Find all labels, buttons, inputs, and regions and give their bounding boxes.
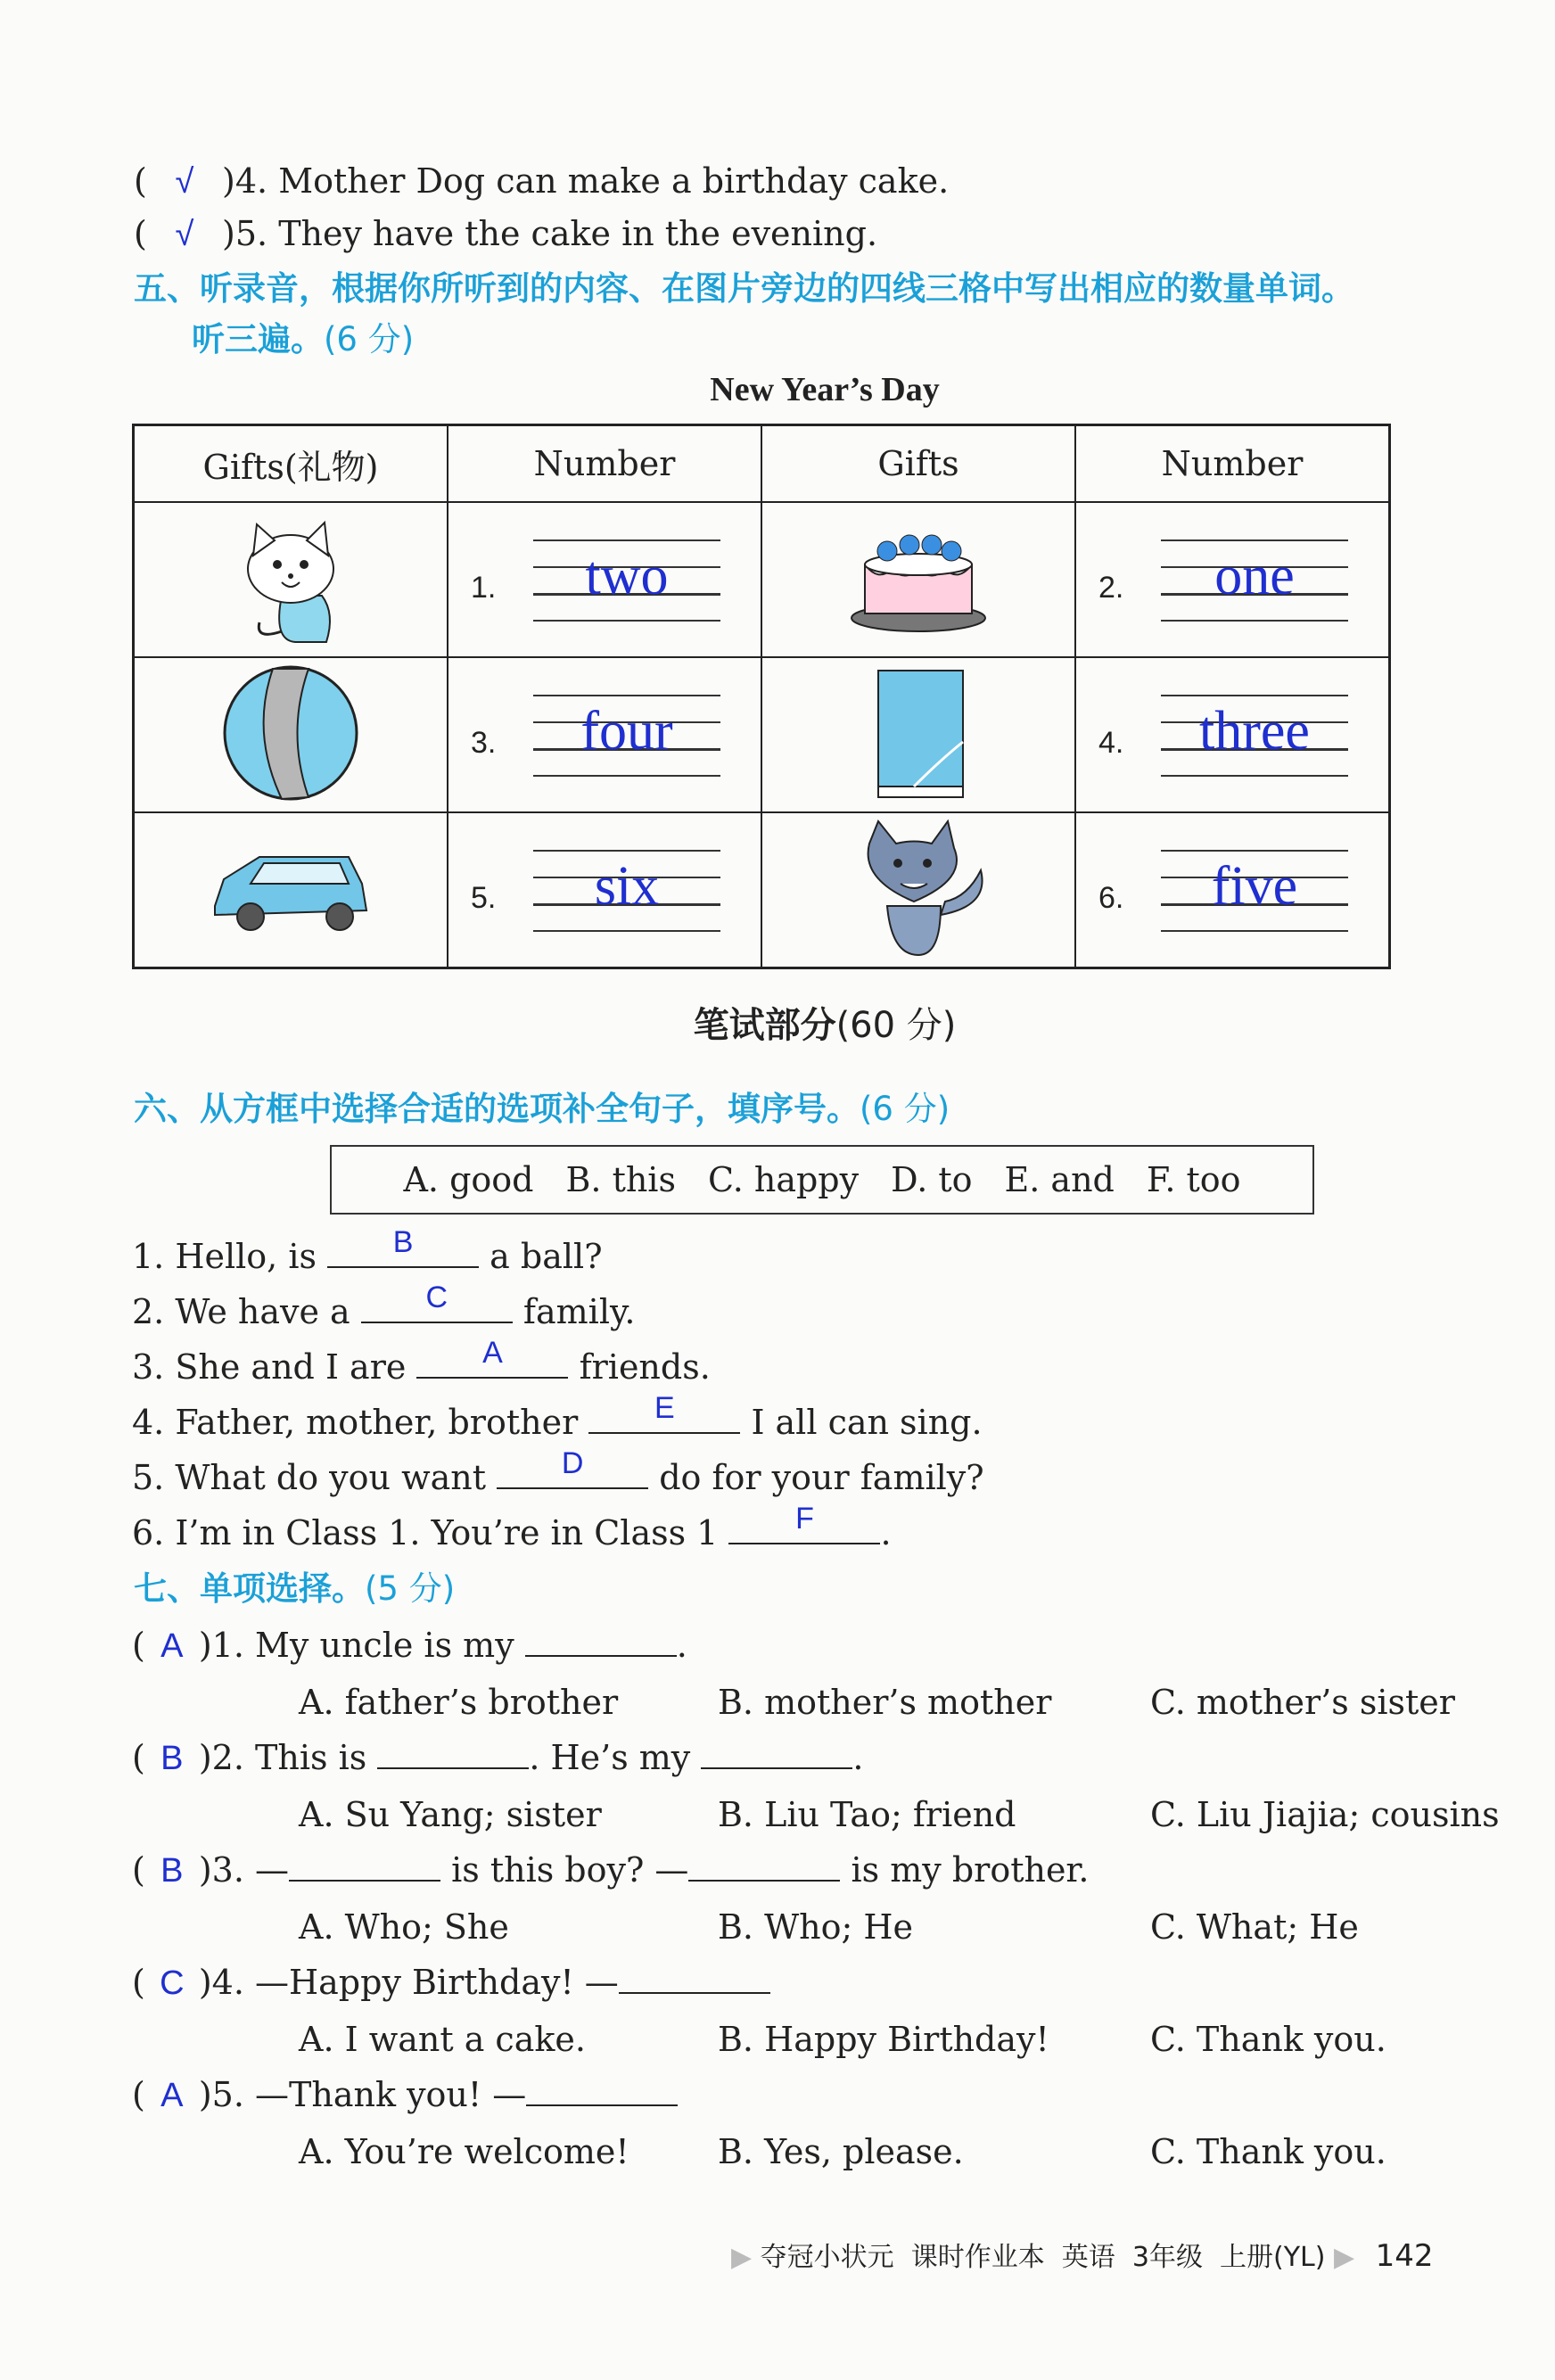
table-row bbox=[134, 657, 1390, 812]
page-number: 142 bbox=[1375, 2238, 1434, 2274]
footer-arrow-icon: ▶ bbox=[1334, 2242, 1355, 2273]
four-line-grid bbox=[1098, 677, 1366, 793]
four-line-grid bbox=[471, 677, 738, 793]
mc-item-3: ( B )3. — is this boy? — is my brother. bbox=[132, 1850, 1090, 1890]
tf-item-4 bbox=[134, 161, 950, 201]
section6-heading bbox=[134, 1090, 950, 1128]
answer-word: five bbox=[1211, 856, 1298, 917]
item-text-after: . bbox=[880, 1513, 892, 1552]
item-number: 4. bbox=[234, 161, 268, 201]
fill-item-2 bbox=[132, 1281, 636, 1331]
answer-blank[interactable] bbox=[588, 1391, 740, 1434]
number-cell bbox=[448, 502, 761, 657]
answer-blank[interactable] bbox=[525, 1628, 677, 1657]
answer-letter: D bbox=[561, 1446, 584, 1480]
choice-b: B. this bbox=[565, 1160, 676, 1199]
gift-cell bbox=[134, 812, 448, 968]
gift-cell bbox=[761, 657, 1075, 812]
item-text-after: I all can sing. bbox=[751, 1403, 983, 1442]
option-c[interactable]: C. mother’s sister bbox=[1150, 1683, 1455, 1722]
item-number: 2. bbox=[1098, 571, 1124, 605]
option-a[interactable]: A. Su Yang; sister bbox=[299, 1795, 602, 1834]
answer-blank[interactable] bbox=[416, 1336, 568, 1379]
option-a[interactable]: A. You’re welcome! bbox=[299, 2132, 629, 2171]
choice-c: C. happy bbox=[707, 1160, 860, 1199]
item-text-after: a ball? bbox=[490, 1237, 603, 1276]
answer-blank[interactable] bbox=[289, 1853, 440, 1882]
answer-blank[interactable] bbox=[701, 1741, 852, 1769]
choice-a: A. good bbox=[403, 1160, 534, 1199]
item-text-after: friends. bbox=[579, 1347, 711, 1387]
answer-blank[interactable] bbox=[361, 1281, 513, 1323]
choice-box bbox=[330, 1145, 1314, 1215]
gift-cell bbox=[134, 657, 448, 812]
item-text-before: We have a bbox=[175, 1292, 350, 1331]
number-cell bbox=[448, 657, 761, 812]
gift-cell bbox=[761, 812, 1075, 968]
answer-letter: B bbox=[392, 1225, 414, 1259]
item-number: 3. bbox=[211, 1850, 244, 1890]
cake-icon bbox=[843, 515, 994, 640]
footer-subject: 英语 bbox=[1061, 2242, 1115, 2273]
footer-brand: 夺冠小状元 bbox=[760, 2242, 894, 2273]
section6-heading-text: 六、从方框中选择合适的选项补全句子，填序号。 bbox=[134, 1090, 860, 1128]
cat-icon bbox=[219, 506, 362, 649]
item-text-before: She and I are bbox=[175, 1347, 407, 1387]
number-cell bbox=[1075, 657, 1390, 812]
footer-book: 课时作业本 bbox=[910, 2242, 1045, 2273]
answer-word: three bbox=[1199, 701, 1310, 762]
number-cell bbox=[1075, 812, 1390, 968]
table-row bbox=[134, 502, 1390, 657]
footer-grade: 3年级 bbox=[1131, 2242, 1203, 2273]
header-gifts-1: Gifts(礼物) bbox=[134, 425, 448, 503]
item-number: 3. bbox=[132, 1347, 165, 1387]
answer-letter: C bbox=[160, 1964, 185, 2002]
section5-heading-line2 bbox=[192, 320, 415, 358]
item-stem: —Thank you! — bbox=[255, 2075, 527, 2114]
option-c[interactable]: C. What; He bbox=[1150, 1907, 1359, 1947]
option-b[interactable]: B. Yes, please. bbox=[718, 2132, 964, 2171]
item-text-after: do for your family? bbox=[659, 1458, 984, 1497]
table-row bbox=[134, 812, 1390, 968]
paren-close: ) bbox=[222, 214, 235, 253]
section5-points: (6 分) bbox=[324, 320, 415, 358]
fox-icon bbox=[843, 817, 994, 959]
choice-f: F. too bbox=[1146, 1160, 1241, 1199]
answer-word: four bbox=[580, 701, 673, 762]
item-number: 4. bbox=[211, 1963, 244, 2002]
item-stem: —Happy Birthday! — bbox=[255, 1963, 619, 2002]
footer-arrow-icon: ▶ bbox=[731, 2242, 753, 2273]
choice-d: D. to bbox=[891, 1160, 973, 1199]
number-cell bbox=[448, 812, 761, 968]
tf-item-5 bbox=[134, 214, 878, 253]
fill-item-4 bbox=[132, 1391, 983, 1442]
book-icon bbox=[860, 662, 976, 804]
option-a[interactable]: A. Who; She bbox=[299, 1907, 509, 1947]
answer-blank[interactable] bbox=[377, 1741, 529, 1769]
answer-blank[interactable] bbox=[728, 1502, 880, 1544]
item-stem: This is bbox=[255, 1738, 367, 1777]
item-text-before: Father, mother, brother bbox=[175, 1403, 579, 1442]
car-icon bbox=[206, 835, 375, 942]
mc-item-2: ( B )2. This is . He’s my . bbox=[132, 1738, 864, 1777]
answer-letter: F bbox=[795, 1502, 814, 1536]
item-stem: My uncle is my bbox=[255, 1626, 514, 1665]
written-title-text: 笔试部分 bbox=[693, 1005, 836, 1046]
item-number: 2. bbox=[211, 1738, 244, 1777]
item-text: Mother Dog can make a birthday cake. bbox=[278, 161, 950, 201]
option-c[interactable]: C. Thank you. bbox=[1150, 2020, 1386, 2059]
section5-heading bbox=[134, 269, 1354, 308]
item-number: 5. bbox=[211, 2075, 244, 2114]
fill-item-3 bbox=[132, 1336, 711, 1387]
mc-item-5: ( A )5. —Thank you! — bbox=[132, 2078, 678, 2112]
answer-letter: A bbox=[482, 1336, 503, 1370]
written-section-title bbox=[0, 1005, 1555, 1046]
option-b[interactable]: B. mother’s mother bbox=[718, 1683, 1052, 1722]
item-text-before: I’m in Class 1. You’re in Class 1 bbox=[175, 1513, 719, 1552]
section5-heading-text: 五、听录音，根据你所听到的内容、在图片旁边的四线三格中写出相应的数量单词。 bbox=[134, 269, 1354, 308]
section6-points: (6 分) bbox=[860, 1090, 950, 1128]
ball-icon bbox=[219, 662, 362, 804]
item-stem-mid: is this boy? — bbox=[440, 1850, 689, 1890]
fill-item-6 bbox=[132, 1502, 892, 1552]
four-line-grid bbox=[471, 832, 738, 948]
item-text-before: What do you want bbox=[175, 1458, 487, 1497]
paren-close: ) bbox=[222, 161, 235, 201]
item-stem-end: . bbox=[852, 1738, 864, 1777]
option-c[interactable]: C. Thank you. bbox=[1150, 2132, 1386, 2171]
answer-letter: A bbox=[160, 2077, 184, 2114]
answer-word: six bbox=[594, 856, 660, 917]
item-number: 6. bbox=[1098, 881, 1124, 915]
answer-letter: B bbox=[160, 1852, 184, 1890]
answer-blank[interactable] bbox=[497, 1446, 648, 1489]
page-footer bbox=[731, 2235, 1434, 2274]
table-header-row bbox=[134, 425, 1390, 503]
answer-letter: B bbox=[160, 1740, 184, 1777]
written-points: (60 分) bbox=[835, 1005, 957, 1046]
item-number: 1. bbox=[471, 571, 497, 605]
answer-blank[interactable] bbox=[619, 1965, 770, 1994]
mc-item-4: ( C )4. —Happy Birthday! — bbox=[132, 1965, 770, 2000]
section7-heading-text: 七、单项选择。 bbox=[134, 1569, 365, 1608]
fill-item-5 bbox=[132, 1446, 984, 1497]
option-a[interactable]: A. I want a cake. bbox=[299, 2020, 586, 2059]
four-line-grid bbox=[1098, 522, 1366, 638]
item-number: 5. bbox=[471, 881, 497, 915]
answer-blank[interactable] bbox=[688, 1853, 840, 1882]
item-number: 1. bbox=[132, 1237, 165, 1276]
item-text-before: Hello, is bbox=[175, 1237, 317, 1276]
option-b[interactable]: B. Liu Tao; friend bbox=[718, 1795, 1016, 1834]
fill-item-1 bbox=[132, 1225, 603, 1276]
item-text-after: family. bbox=[522, 1292, 636, 1331]
section7-points: (5 分) bbox=[365, 1569, 456, 1608]
four-line-grid bbox=[471, 522, 738, 638]
answer-letter: E bbox=[654, 1391, 675, 1425]
item-number: 1. bbox=[211, 1626, 244, 1665]
gift-cell bbox=[761, 502, 1075, 657]
answer-blank[interactable] bbox=[327, 1225, 479, 1268]
item-number: 2. bbox=[132, 1292, 165, 1331]
option-b[interactable]: B. Happy Birthday! bbox=[718, 2020, 1049, 2059]
item-stem: — bbox=[255, 1850, 290, 1890]
answer-mark: √ bbox=[175, 216, 194, 253]
section7-heading bbox=[134, 1569, 456, 1608]
number-cell bbox=[1075, 502, 1390, 657]
answer-letter: A bbox=[160, 1627, 184, 1665]
item-number: 4. bbox=[132, 1403, 165, 1442]
option-b[interactable]: B. Who; He bbox=[718, 1907, 914, 1947]
item-stem-mid: . He’s my bbox=[529, 1738, 691, 1777]
option-a[interactable]: A. father’s brother bbox=[299, 1683, 619, 1722]
answer-mark: √ bbox=[175, 163, 194, 201]
answer-word: one bbox=[1214, 546, 1295, 606]
answer-letter: C bbox=[425, 1281, 448, 1314]
answer-blank[interactable] bbox=[526, 2078, 678, 2106]
item-number: 6. bbox=[132, 1513, 165, 1552]
gifts-table bbox=[132, 424, 1391, 969]
paren-open: ( bbox=[134, 161, 147, 201]
gift-cell bbox=[134, 502, 448, 657]
footer-term: 上册(YL) bbox=[1220, 2242, 1326, 2273]
option-c[interactable]: C. Liu Jiajia; cousins bbox=[1150, 1795, 1500, 1834]
header-number-1: Number bbox=[448, 425, 761, 503]
answer-word: two bbox=[585, 546, 669, 606]
item-number: 4. bbox=[1098, 726, 1124, 760]
item-number: 5. bbox=[132, 1458, 165, 1497]
choice-e: E. and bbox=[1004, 1160, 1115, 1199]
item-stem-end: is my brother. bbox=[840, 1850, 1090, 1890]
mc-item-1: ( A )1. My uncle is my . bbox=[132, 1626, 687, 1665]
header-number-2: Number bbox=[1075, 425, 1390, 503]
item-number: 3. bbox=[471, 726, 497, 760]
paren-open: ( bbox=[134, 214, 147, 253]
item-number: 5. bbox=[234, 214, 268, 253]
four-line-grid bbox=[1098, 832, 1366, 948]
header-gifts-2: Gifts bbox=[761, 425, 1075, 503]
section5-heading2-text: 听三遍。 bbox=[192, 320, 324, 358]
item-stem-end: . bbox=[676, 1626, 687, 1665]
table-title: New Year’s Day bbox=[710, 371, 940, 408]
item-text: They have the cake in the evening. bbox=[278, 214, 878, 253]
